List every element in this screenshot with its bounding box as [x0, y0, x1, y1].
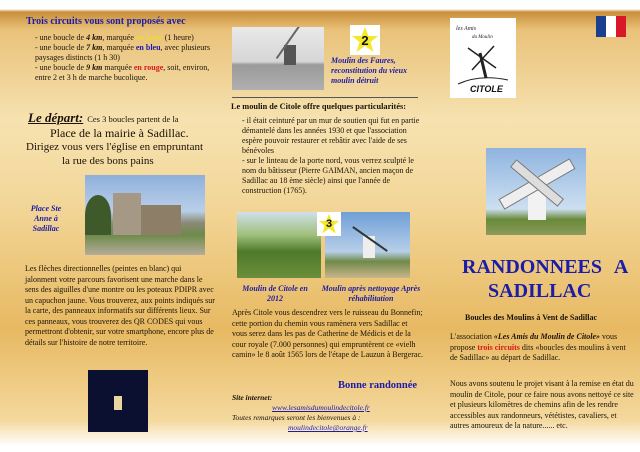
features-list	[242, 116, 426, 196]
directions-text: Dirigez vous vers l'église en empruntant	[26, 141, 204, 153]
association-logo	[450, 18, 516, 98]
citole-2012-photo	[237, 212, 321, 278]
depart-line	[28, 110, 179, 127]
street-text: la rue des bons pains	[62, 155, 154, 167]
directions-paragraph: Les flèches directionnelles (peintes en blanc) qui jalonment votre parcours favorisent une marche dans le sens des aiguilles d'une montre ou les poteaux PDIPR avec un capuchon jaune. Vous trouverez, aux points indiqués sur la carte, des panneaux informatifs sur différents lieux. Sur ces panneaux, vous trouverez des QR CODES qui vous permettront d'obtenir, sur votre smartphone, encore plus de détails sur l'histoire de notre territoire.	[25, 264, 215, 347]
marker-badge-3	[317, 212, 341, 236]
svg-text:du Moulin: du Moulin	[472, 35, 493, 40]
french-flag-icon[interactable]	[596, 16, 626, 37]
church-caption: Place Ste Anne à Sadillac	[30, 204, 62, 233]
marker-badge-2	[350, 25, 380, 55]
depart-text: Ces 3 boucles partent de la	[87, 114, 179, 124]
svg-text:les Amis: les Amis	[456, 26, 477, 32]
email-link[interactable]: moulindecitole@orange.fr	[288, 423, 368, 432]
feature-item: - il était ceinturé par un mur de soutien qui fut en partie démantelé dans les années 1930 et que l'association espère pouvoir restaurer et rebâtir avec l'aide de ses bénévoles	[242, 116, 420, 155]
place-text: Place de la mairie à Sadillac.	[50, 126, 189, 140]
website-link[interactable]: www.lesamisdumoulindecitole.fr	[272, 403, 370, 412]
faures-windmill-photo	[232, 27, 324, 90]
site-label: Site internet:	[232, 393, 273, 402]
faures-caption: Moulin des Faures, reconstitution du vieux moulin détruit	[331, 56, 408, 85]
feature-item: - sur le linteau de la porte nord, vous verrez sculpté le nom du bâtisseur (Pierre GAIMAN, ancien maçon de Sadillac au 18 ème siècle) ainsi que l'année de construction (1765).	[242, 156, 414, 195]
svg-text:CITOLE: CITOLE	[470, 84, 503, 94]
citole-windmill-photo	[486, 148, 586, 235]
loop-item: - une boucle de 4 km, marquée en jaune (1 heure)	[35, 33, 194, 42]
loop-item: - une boucle de 7 km, marquée en bleu, avec plusieurs paysages distincts (1 h 30)	[35, 43, 211, 62]
divider	[232, 97, 418, 98]
church-photo	[85, 175, 205, 255]
loop-item: - une boucle de 9 km marquée en rouge, soit, environ, entre 2 et 3 h de marche bucolique.	[35, 63, 210, 82]
citole-2012-caption: Moulin de Citole en 2012	[242, 284, 308, 303]
remarks-text: Toutes remarques seront les bienvenues à :	[232, 413, 361, 422]
citole-restored-caption: Moulin après nettoyage Après réhabilitation	[321, 284, 421, 303]
badge-number: 2	[361, 32, 369, 48]
association-paragraph: L'association «Les Amis du Moulin de Citole» vous propose trois circuits dits «boucles des moulins à vent de Sadillac» au départ de Sadillac.	[450, 332, 626, 362]
bonne-randonnee: Bonne randonnée	[338, 380, 418, 391]
main-title-line1: RANDONNEES A	[462, 256, 629, 278]
main-title-line2: SADILLAC	[488, 280, 592, 302]
badge-number: 3	[325, 218, 333, 230]
subtitle: Boucles des Moulins à Vent de Sadillac	[465, 313, 598, 322]
night-windmill-photo	[88, 370, 148, 432]
features-heading: Le moulin de Citole offre quelques particularités:	[231, 102, 406, 111]
depart-label: Le départ:	[28, 110, 84, 125]
project-paragraph: Nous avons soutenu le projet visant à la remise en état du moulin de Citole, pour ce faire nous avons nettoyé ce site et plusieurs kilomètres de chemins afin de les rendre accessibles aux randonneurs, vététistes, cavaliers, et autres amoureux de la nature...... etc.	[450, 379, 634, 430]
loops-list	[35, 33, 217, 83]
circuits-title: Trois circuits vous sont proposés avec	[26, 16, 186, 27]
route-paragraph: Après Citole vous descendrez vers le ruisseau du Bonnefin; cette portion du chemin vous ramènera vers Sadillac et vous serez dans les pas de Catherine de Médicis et de la cour royale (7.000 personnes) qui empruntèrent ce «vielh camin» le 8 août 1565 lors de l'étape de Lauzun à Bergerac.	[232, 308, 423, 359]
